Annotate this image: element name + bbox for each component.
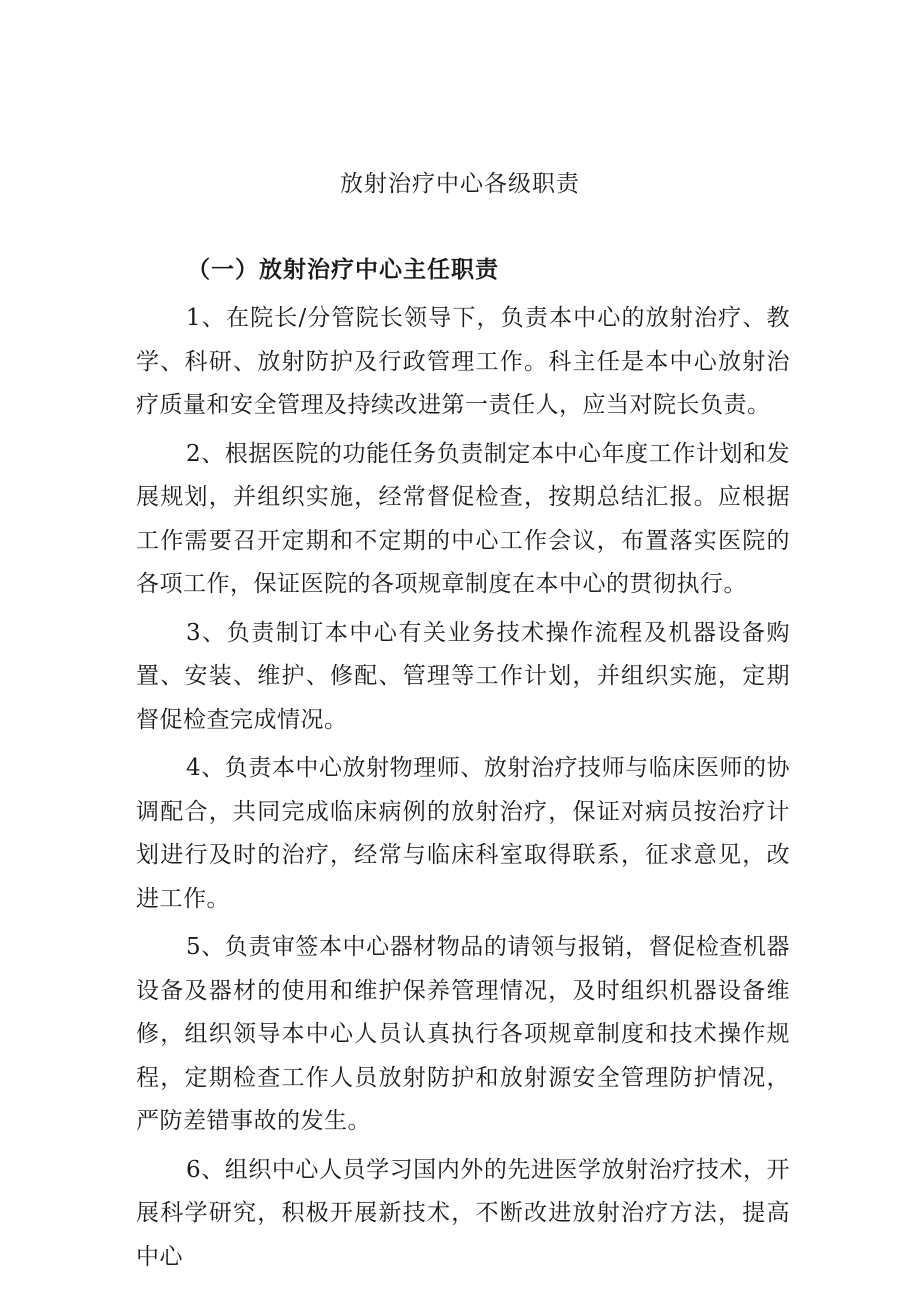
paragraph-3: 3、负责制订本中心有关业务技术操作流程及机器设备购置、安装、维护、修配、管理等工作计划，并组织实施，定期督促检查完成情况。 — [136, 619, 790, 733]
section-heading: （一）放射治疗中心主任职责 — [187, 256, 499, 283]
paragraph-2: 2、根据医院的功能任务负责制定本中心年度工作计划和发展规划，并组织实施，经常督促检查，按期总结汇报。应根据工作需要召开定期和不定期的中心工作会议，布置落实医院的各项工作，保证医院的各项规章制度在本中心的贯彻执行。 — [136, 440, 790, 597]
paragraph-5: 5、负责审签本中心器材物品的请领与报销，督促检查机器设备及器材的使用和维护保养管理情况，及时组织机器设备维修，组织领导本中心人员认真执行各项规章制度和技术操作规程，定期检查工作人员放射防护和放射源安全管理防护情况，严防差错事故的发生。 — [136, 934, 790, 1134]
paragraph-6: 6、组织中心人员学习国内外的先进医学放射治疗技术，开展科学研究，积极开展新技术，不断改进放射治疗方法，提高中心 — [136, 1156, 790, 1270]
document-title: 放射治疗中心各级职责 — [340, 171, 580, 197]
document-body — [136, 297, 790, 1279]
paragraph-4: 4、负责本中心放射物理师、放射治疗技师与临床医师的协调配合，共同完成临床病例的放射治疗，保证对病员按治疗计划进行及时的治疗，经常与临床科室取得联系，征求意见，改进工作。 — [136, 755, 790, 912]
paragraph-1: 1、在院长/分管院长领导下，负责本中心的放射治疗、教学、科研、放射防护及行政管理工作。科主任是本中心放射治疗质量和安全管理及持续改进第一责任人，应当对院长负责。 — [136, 305, 790, 418]
